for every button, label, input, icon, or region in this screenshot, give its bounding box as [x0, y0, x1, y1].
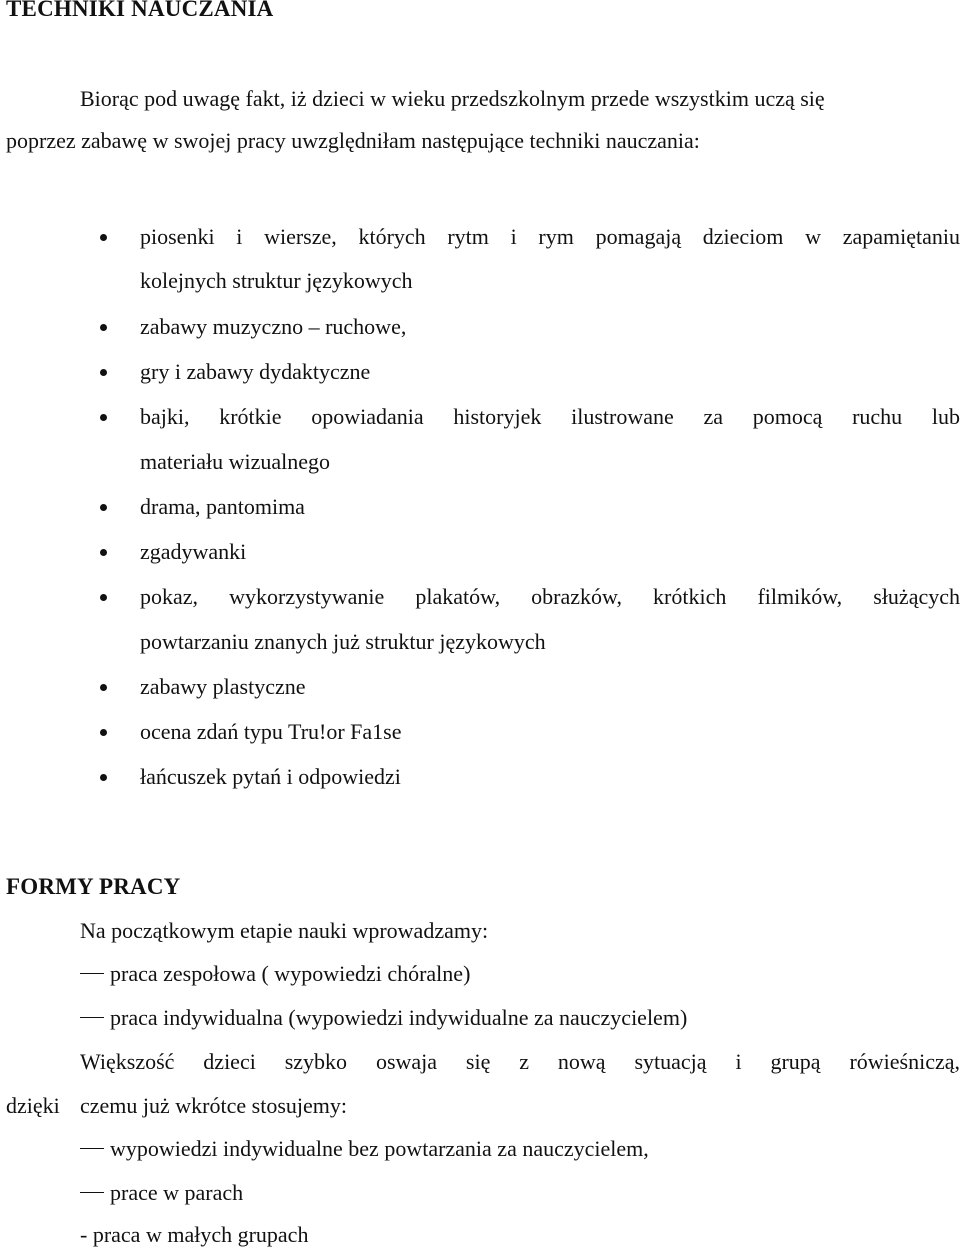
- list-item-text: drama, pantomima: [140, 494, 305, 519]
- list-item-text: praca indywidualna (wypowiedzi indywidualne za nauczycielem): [110, 1005, 688, 1030]
- list-item-text: - praca w małych grupach: [80, 1222, 309, 1247]
- list-item-text: zgadywanki: [140, 539, 247, 564]
- list-item-text: piosenki i wiersze, których rytm i rym pomagają dzieciom w zapamiętaniu: [140, 224, 960, 249]
- list-item-text: zabawy muzyczno – ruchowe,: [140, 314, 407, 339]
- paragraph-line-2-right: czemu już wkrótce stosujemy:: [80, 1093, 347, 1118]
- bullet-icon: [100, 774, 107, 781]
- dash-icon: [80, 1148, 104, 1149]
- dash-icon: [80, 973, 104, 974]
- list-item-text-cont: materiału wizualnego: [140, 449, 330, 474]
- bullet-icon: [100, 594, 107, 601]
- bullet-icon: [100, 549, 107, 556]
- dash-icon: [80, 1192, 104, 1193]
- section-heading-forms: FORMY PRACY: [6, 874, 181, 899]
- bullet-icon: [100, 729, 107, 736]
- list-item-text-cont: powtarzaniu znanych już struktur językowych: [140, 629, 546, 654]
- list-item-text: zabawy plastyczne: [140, 674, 306, 699]
- dash-icon: [80, 1017, 104, 1018]
- bullet-icon: [100, 414, 107, 421]
- list-item-text: łańcuszek pytań i odpowiedzi: [140, 764, 401, 789]
- bullet-icon: [100, 234, 107, 241]
- list-item-text: gry i zabawy dydaktyczne: [140, 359, 371, 384]
- paragraph-line-2-left: dzięki: [6, 1093, 60, 1118]
- bullet-icon: [100, 324, 107, 331]
- list-item-text: pokaz, wykorzystywanie plakatów, obrazków, krótkich filmików, służących: [140, 584, 960, 609]
- intro-line-1: Biorąc pod uwagę fakt, iż dzieci w wieku przedszkolnym przede wszystkim uczą się: [80, 86, 825, 111]
- bullet-icon: [100, 504, 107, 511]
- list-item-text: praca zespołowa ( wypowiedzi chóralne): [110, 961, 471, 986]
- intro-line-2: poprzez zabawę w swojej pracy uwzględniłam następujące techniki nauczania:: [6, 128, 700, 153]
- list-item-text: ocena zdań typu Tru!or Fa1se: [140, 719, 402, 744]
- list-item-text: bajki, krótkie opowiadania historyjek ilustrowane za pomocą ruchu lub: [140, 404, 960, 429]
- bullet-icon: [100, 369, 107, 376]
- list-item-text: wypowiedzi indywidualne bez powtarzania za nauczycielem,: [110, 1136, 649, 1161]
- bullet-icon: [100, 684, 107, 691]
- paragraph-line-1: Większość dzieci szybko oswaja się z nową sytuacją i grupą rówieśniczą,: [80, 1049, 960, 1074]
- list-item-text-cont: kolejnych struktur językowych: [140, 268, 413, 293]
- forms-intro: Na początkowym etapie nauki wprowadzamy:: [80, 918, 489, 943]
- list-item-text: prace w parach: [110, 1180, 244, 1205]
- section-heading-techniques: TECHNIKI NAUCZANIA: [6, 0, 274, 21]
